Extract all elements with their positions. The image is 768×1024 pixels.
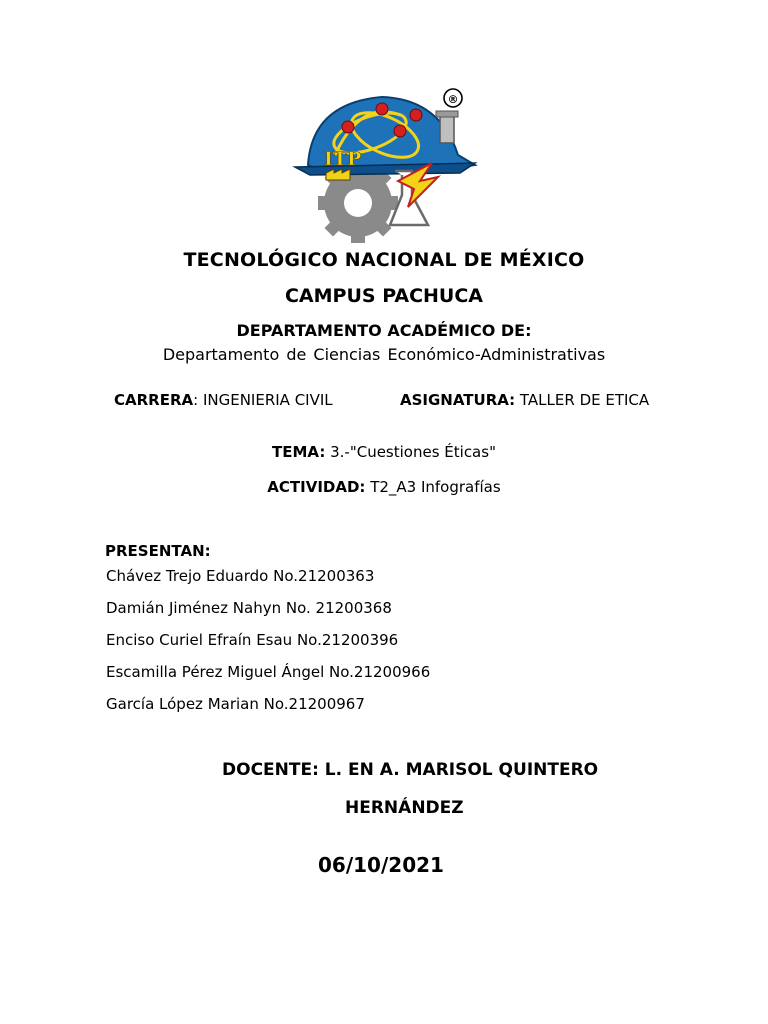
tema-value: 3.-"Cuestiones Éticas"	[325, 443, 496, 461]
student-item: Enciso Curiel Efraín Esau No.21200396	[106, 631, 399, 649]
carrera-line	[114, 391, 333, 409]
registered-mark: ®	[447, 93, 459, 106]
tema-label: TEMA:	[272, 443, 326, 461]
institution-title: TECNOLÓGICO NACIONAL DE MÉXICO	[183, 249, 585, 271]
teacher-line1: DOCENTE: L. EN A. MARISOL QUINTERO	[222, 760, 599, 780]
student-item: Chávez Trejo Eduardo No.21200363	[106, 567, 375, 585]
logo-text: ITP	[324, 148, 362, 170]
actividad-label: ACTIVIDAD:	[267, 478, 366, 496]
carrera-value: : INGENIERIA CIVIL	[193, 391, 333, 409]
presenters-label: PRESENTAN:	[105, 542, 211, 560]
asignatura-value: TALLER DE ETICA	[515, 391, 650, 409]
carrera-label: CARRERA	[114, 391, 194, 409]
itp-logo	[290, 85, 480, 250]
student-item: García López Marian No.21200967	[106, 695, 365, 713]
factory-icon	[326, 169, 350, 180]
department-label: DEPARTAMENTO ACADÉMICO DE:	[236, 321, 532, 340]
asignatura-line	[400, 391, 649, 409]
actividad-value: T2_A3 Infografías	[365, 478, 501, 496]
asignatura-label: ASIGNATURA:	[400, 391, 516, 409]
actividad-line	[0, 478, 768, 496]
student-item: Escamilla Pérez Miguel Ángel No.21200966	[106, 663, 431, 681]
department-name: Departamento de Ciencias Económico-Administrativas	[162, 345, 606, 364]
campus-title: CAMPUS PACHUCA	[284, 285, 483, 307]
tema-line	[0, 443, 768, 461]
date: 06/10/2021	[318, 853, 444, 877]
teacher-line2: HERNÁNDEZ	[345, 798, 464, 818]
student-item: Damián Jiménez Nahyn No. 21200368	[106, 599, 392, 617]
